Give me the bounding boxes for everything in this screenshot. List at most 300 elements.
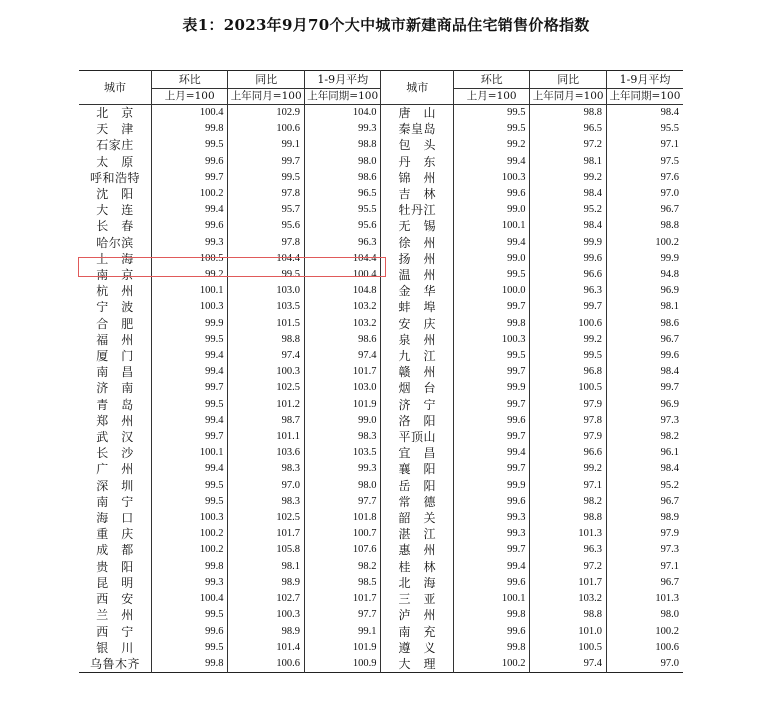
table-row [79, 607, 683, 623]
city-cell-right: 烟 台 [381, 380, 453, 396]
mom-cell-left: 100.1 [151, 283, 228, 299]
city-cell-left: 南 昌 [96, 365, 134, 380]
city-cell-left: 重 庆 [96, 527, 134, 542]
table-row [79, 235, 683, 251]
mom-cell-left: 99.5 [151, 640, 228, 656]
table-row [79, 121, 683, 137]
city-cell-right: 丹 东 [381, 154, 453, 170]
city-cell-left: 天 津 [96, 122, 134, 137]
city-cell-left: 西 宁 [96, 624, 134, 639]
mom-cell-left: 100.5 [151, 251, 228, 267]
ytd-header-right: 1-9月平均 [606, 71, 683, 89]
mom-cell-right: 99.6 [453, 494, 530, 510]
city-cell-left: 济 南 [96, 381, 134, 396]
city-cell-right: 襄 阳 [381, 461, 453, 477]
yoy-cell-left: 102.5 [228, 380, 305, 396]
mom-cell-right: 100.1 [453, 218, 530, 234]
yoy-cell-left: 98.7 [228, 413, 305, 429]
yoy-cell-right: 96.3 [530, 283, 607, 299]
mom-cell-left: 99.7 [151, 170, 228, 186]
mom-cell-right: 99.7 [453, 461, 530, 477]
mom-cell-right: 100.3 [453, 332, 530, 348]
mom-cell-right: 99.7 [453, 542, 530, 558]
city-cell-left: 沈 阳 [96, 187, 134, 202]
yoy-cell-left: 103.5 [228, 299, 305, 315]
yoy-cell-right: 97.2 [530, 559, 607, 575]
table-row [79, 542, 683, 558]
table-row [79, 656, 683, 673]
city-cell-left: 西 安 [96, 592, 134, 607]
mom-cell-left: 99.2 [151, 267, 228, 283]
ytd-cell-right: 99.7 [606, 380, 683, 396]
ytd-cell-right: 100.2 [606, 235, 683, 251]
city-cell-left: 呼和浩特 [89, 170, 140, 185]
mom-cell-right: 99.5 [453, 267, 530, 283]
city-cell-left: 青 岛 [96, 397, 134, 412]
ytd-cell-left: 103.5 [304, 445, 381, 461]
city-cell-right: 九 江 [381, 348, 453, 364]
city-cell-left: 贵 阳 [96, 559, 134, 574]
yoy-cell-right: 101.0 [530, 624, 607, 640]
yoy-cell-right: 96.3 [530, 542, 607, 558]
city-cell-left: 银 川 [96, 640, 134, 655]
ytd-cell-right: 97.1 [606, 559, 683, 575]
mom-header-right: 环比 [453, 71, 530, 89]
yoy-cell-right: 98.4 [530, 218, 607, 234]
yoy-cell-left: 101.5 [228, 316, 305, 332]
city-cell-left: 乌鲁木齐 [89, 656, 140, 671]
city-cell-left: 哈尔滨 [96, 235, 134, 250]
mom-cell-right: 99.3 [453, 510, 530, 526]
mom-cell-left: 100.4 [151, 591, 228, 607]
ytd-cell-right: 97.6 [606, 170, 683, 186]
table-row [79, 526, 683, 542]
yoy-cell-left: 102.9 [228, 105, 305, 122]
table-row [79, 429, 683, 445]
yoy-cell-left: 103.0 [228, 283, 305, 299]
mom-cell-right: 99.8 [453, 316, 530, 332]
mom-cell-left: 99.6 [151, 154, 228, 170]
mom-cell-left: 100.1 [151, 445, 228, 461]
yoy-cell-left: 98.9 [228, 575, 305, 591]
mom-cell-left: 99.8 [151, 121, 228, 137]
ytd-cell-left: 98.5 [304, 575, 381, 591]
ytd-cell-right: 98.4 [606, 461, 683, 477]
city-cell-right: 牡丹江 [381, 202, 453, 218]
mom-cell-right: 99.6 [453, 186, 530, 202]
ytd-cell-right: 98.2 [606, 429, 683, 445]
mom-cell-right: 99.3 [453, 526, 530, 542]
ytd-subheader-right: 上年同期=100 [606, 89, 683, 105]
mom-cell-left: 99.3 [151, 575, 228, 591]
city-cell-right: 赣 州 [381, 364, 453, 380]
city-cell-right: 吉 林 [381, 186, 453, 202]
mom-cell-left: 99.5 [151, 137, 228, 153]
yoy-cell-right: 99.6 [530, 251, 607, 267]
yoy-cell-left: 103.6 [228, 445, 305, 461]
ytd-cell-left: 101.9 [304, 640, 381, 656]
ytd-cell-left: 98.6 [304, 332, 381, 348]
price-index-table [79, 70, 683, 673]
city-cell-left: 厦 门 [96, 349, 134, 364]
city-cell-right: 洛 阳 [381, 413, 453, 429]
mom-cell-right: 99.9 [453, 478, 530, 494]
yoy-cell-right: 98.8 [530, 105, 607, 122]
mom-cell-left: 99.4 [151, 202, 228, 218]
yoy-cell-left: 105.8 [228, 542, 305, 558]
city-cell-left: 昆 明 [96, 575, 134, 590]
city-cell-right: 北 海 [381, 575, 453, 591]
yoy-cell-right: 98.2 [530, 494, 607, 510]
mom-cell-right: 99.5 [453, 348, 530, 364]
ytd-cell-left: 98.8 [304, 137, 381, 153]
city-cell-right: 湛 江 [381, 526, 453, 542]
ytd-cell-right: 100.2 [606, 624, 683, 640]
table-row [79, 267, 683, 283]
yoy-cell-right: 96.6 [530, 445, 607, 461]
city-cell-left: 长 沙 [96, 446, 134, 461]
mom-cell-left: 99.9 [151, 316, 228, 332]
ytd-cell-left: 103.2 [304, 299, 381, 315]
table-row [79, 283, 683, 299]
ytd-cell-right: 96.1 [606, 445, 683, 461]
yoy-cell-left: 95.6 [228, 218, 305, 234]
table-row [79, 591, 683, 607]
city-cell-right: 扬 州 [381, 251, 453, 267]
yoy-cell-right: 97.2 [530, 137, 607, 153]
yoy-cell-right: 96.5 [530, 121, 607, 137]
mom-cell-left: 99.5 [151, 607, 228, 623]
city-cell-right: 岳 阳 [381, 478, 453, 494]
yoy-cell-left: 100.6 [228, 121, 305, 137]
yoy-cell-right: 100.5 [530, 380, 607, 396]
mom-cell-left: 99.7 [151, 380, 228, 396]
ytd-cell-right: 97.5 [606, 154, 683, 170]
yoy-cell-right: 99.2 [530, 461, 607, 477]
yoy-cell-left: 99.1 [228, 137, 305, 153]
city-cell-right: 三 亚 [381, 591, 453, 607]
mom-cell-left: 99.5 [151, 397, 228, 413]
mom-cell-left: 99.7 [151, 429, 228, 445]
yoy-cell-right: 97.9 [530, 429, 607, 445]
city-cell-right: 平顶山 [381, 429, 453, 445]
ytd-cell-left: 98.2 [304, 559, 381, 575]
mom-cell-left: 99.6 [151, 218, 228, 234]
yoy-cell-right: 98.8 [530, 510, 607, 526]
ytd-cell-right: 98.4 [606, 364, 683, 380]
city-cell-left: 长 春 [96, 219, 134, 234]
mom-cell-right: 100.1 [453, 591, 530, 607]
city-cell-left: 兰 州 [96, 608, 134, 623]
yoy-cell-right: 98.8 [530, 607, 607, 623]
ytd-cell-right: 100.6 [606, 640, 683, 656]
ytd-cell-right: 96.9 [606, 283, 683, 299]
city-cell-right: 韶 关 [381, 510, 453, 526]
ytd-cell-right: 97.0 [606, 186, 683, 202]
yoy-cell-right: 99.2 [530, 332, 607, 348]
ytd-cell-left: 103.2 [304, 316, 381, 332]
table-row [79, 105, 683, 122]
price-index-table-container [79, 70, 683, 673]
ytd-cell-right: 95.5 [606, 121, 683, 137]
ytd-cell-left: 101.7 [304, 364, 381, 380]
city-cell-right: 南 充 [381, 624, 453, 640]
table-row [79, 510, 683, 526]
yoy-cell-left: 99.5 [228, 267, 305, 283]
yoy-subheader-right: 上年同月=100 [530, 89, 607, 105]
city-cell-left: 南 京 [96, 268, 134, 283]
ytd-cell-left: 99.3 [304, 461, 381, 477]
yoy-cell-right: 97.9 [530, 397, 607, 413]
yoy-cell-left: 101.1 [228, 429, 305, 445]
city-cell-left: 南 宁 [96, 494, 134, 509]
yoy-cell-left: 100.6 [228, 656, 305, 673]
ytd-cell-right: 96.7 [606, 202, 683, 218]
yoy-cell-right: 97.8 [530, 413, 607, 429]
yoy-cell-right: 96.8 [530, 364, 607, 380]
yoy-cell-left: 95.7 [228, 202, 305, 218]
city-cell-left: 福 州 [96, 332, 134, 347]
city-cell-left: 宁 波 [96, 300, 134, 315]
mom-cell-left: 100.2 [151, 186, 228, 202]
table-row [79, 154, 683, 170]
yoy-header-left: 同比 [228, 71, 305, 89]
mom-cell-right: 99.4 [453, 235, 530, 251]
ytd-cell-right: 98.8 [606, 218, 683, 234]
yoy-cell-left: 97.4 [228, 348, 305, 364]
ytd-cell-left: 101.9 [304, 397, 381, 413]
yoy-cell-right: 100.5 [530, 640, 607, 656]
yoy-cell-left: 98.3 [228, 494, 305, 510]
table-row [79, 397, 683, 413]
table-row [79, 380, 683, 396]
mom-subheader-left: 上月=100 [151, 89, 228, 105]
mom-cell-right: 100.0 [453, 283, 530, 299]
yoy-cell-left: 99.5 [228, 170, 305, 186]
city-cell-right: 宜 昌 [381, 445, 453, 461]
city-cell-right: 温 州 [381, 267, 453, 283]
ytd-cell-left: 98.0 [304, 478, 381, 494]
ytd-cell-right: 97.0 [606, 656, 683, 673]
table-row [79, 316, 683, 332]
mom-cell-right: 99.4 [453, 445, 530, 461]
yoy-cell-left: 98.3 [228, 461, 305, 477]
ytd-cell-right: 96.9 [606, 397, 683, 413]
ytd-cell-right: 98.1 [606, 299, 683, 315]
ytd-cell-right: 97.3 [606, 542, 683, 558]
mom-cell-right: 99.6 [453, 624, 530, 640]
mom-cell-left: 100.3 [151, 510, 228, 526]
ytd-cell-left: 98.6 [304, 170, 381, 186]
city-cell-right: 安 庆 [381, 316, 453, 332]
yoy-cell-right: 97.1 [530, 478, 607, 494]
city-cell-right: 大 理 [381, 656, 453, 673]
city-header-right: 城市 [381, 71, 453, 105]
ytd-cell-left: 97.4 [304, 348, 381, 364]
yoy-cell-right: 99.7 [530, 299, 607, 315]
ytd-cell-left: 104.4 [304, 251, 381, 267]
table-row [79, 445, 683, 461]
city-cell-left: 杭 州 [96, 284, 134, 299]
yoy-cell-right: 103.2 [530, 591, 607, 607]
mom-cell-right: 100.2 [453, 656, 530, 673]
ytd-cell-left: 95.5 [304, 202, 381, 218]
yoy-cell-left: 98.8 [228, 332, 305, 348]
mom-cell-left: 100.2 [151, 542, 228, 558]
mom-cell-left: 100.2 [151, 526, 228, 542]
ytd-cell-left: 98.0 [304, 154, 381, 170]
mom-cell-right: 99.2 [453, 137, 530, 153]
yoy-cell-left: 101.7 [228, 526, 305, 542]
mom-cell-right: 99.6 [453, 575, 530, 591]
ytd-cell-right: 96.7 [606, 575, 683, 591]
table-header [79, 71, 683, 105]
mom-cell-left: 99.4 [151, 461, 228, 477]
yoy-cell-left: 98.1 [228, 559, 305, 575]
city-cell-left: 北 京 [96, 106, 134, 120]
ytd-cell-right: 98.4 [606, 105, 683, 122]
city-cell-right: 无 锡 [381, 218, 453, 234]
mom-subheader-right: 上月=100 [453, 89, 530, 105]
mom-cell-right: 99.0 [453, 202, 530, 218]
table-row [79, 559, 683, 575]
ytd-cell-left: 98.3 [304, 429, 381, 445]
mom-cell-right: 99.7 [453, 364, 530, 380]
mom-cell-right: 99.8 [453, 640, 530, 656]
city-cell-right: 泸 州 [381, 607, 453, 623]
yoy-subheader-left: 上年同月=100 [228, 89, 305, 105]
ytd-cell-left: 101.7 [304, 591, 381, 607]
yoy-header-right: 同比 [530, 71, 607, 89]
ytd-cell-right: 95.2 [606, 478, 683, 494]
city-cell-right: 泉 州 [381, 332, 453, 348]
table-row [79, 332, 683, 348]
yoy-cell-right: 99.2 [530, 170, 607, 186]
yoy-cell-left: 101.2 [228, 397, 305, 413]
city-cell-left: 海 口 [96, 511, 134, 526]
yoy-cell-right: 96.6 [530, 267, 607, 283]
yoy-cell-left: 99.7 [228, 154, 305, 170]
mom-cell-right: 99.0 [453, 251, 530, 267]
table-row [79, 478, 683, 494]
city-cell-left: 广 州 [96, 462, 134, 477]
ytd-cell-right: 97.1 [606, 137, 683, 153]
ytd-cell-right: 101.3 [606, 591, 683, 607]
mom-cell-right: 100.3 [453, 170, 530, 186]
mom-cell-right: 99.5 [453, 105, 530, 122]
ytd-cell-right: 96.7 [606, 494, 683, 510]
city-cell-right: 包 头 [381, 137, 453, 153]
city-cell-right: 惠 州 [381, 542, 453, 558]
ytd-cell-left: 99.3 [304, 121, 381, 137]
mom-cell-left: 99.3 [151, 235, 228, 251]
table-row [79, 461, 683, 477]
mom-cell-left: 99.4 [151, 364, 228, 380]
ytd-cell-right: 98.9 [606, 510, 683, 526]
mom-cell-right: 99.4 [453, 559, 530, 575]
yoy-cell-right: 99.9 [530, 235, 607, 251]
city-cell-right: 秦皇岛 [381, 121, 453, 137]
ytd-cell-left: 97.7 [304, 494, 381, 510]
yoy-cell-left: 100.3 [228, 364, 305, 380]
ytd-cell-left: 103.0 [304, 380, 381, 396]
table-row [79, 186, 683, 202]
ytd-cell-right: 94.8 [606, 267, 683, 283]
ytd-cell-right: 98.6 [606, 316, 683, 332]
yoy-cell-right: 101.3 [530, 526, 607, 542]
ytd-cell-right: 98.0 [606, 607, 683, 623]
yoy-cell-right: 95.2 [530, 202, 607, 218]
ytd-cell-left: 101.8 [304, 510, 381, 526]
table-row [79, 640, 683, 656]
yoy-cell-right: 98.4 [530, 186, 607, 202]
yoy-cell-left: 102.5 [228, 510, 305, 526]
city-cell-left: 石家庄 [96, 138, 134, 153]
yoy-cell-right: 97.4 [530, 656, 607, 673]
yoy-cell-left: 97.0 [228, 478, 305, 494]
city-cell-left: 成 都 [96, 543, 134, 558]
ytd-cell-left: 99.1 [304, 624, 381, 640]
city-cell-left: 武 汉 [96, 430, 134, 445]
city-cell-right: 常 德 [381, 494, 453, 510]
ytd-cell-right: 96.7 [606, 332, 683, 348]
city-cell-left: 太 原 [96, 154, 134, 169]
ytd-cell-left: 107.6 [304, 542, 381, 558]
mom-cell-left: 99.8 [151, 656, 228, 673]
table-row [79, 624, 683, 640]
mom-cell-left: 99.8 [151, 559, 228, 575]
city-cell-left: 上 海 [96, 251, 134, 266]
mom-cell-left: 99.6 [151, 624, 228, 640]
mom-cell-right: 99.7 [453, 299, 530, 315]
ytd-cell-left: 100.7 [304, 526, 381, 542]
city-cell-right: 唐 山 [381, 105, 453, 122]
yoy-cell-right: 101.7 [530, 575, 607, 591]
yoy-cell-right: 98.1 [530, 154, 607, 170]
table-row [79, 494, 683, 510]
mom-cell-left: 100.3 [151, 299, 228, 315]
city-cell-right: 桂 林 [381, 559, 453, 575]
mom-cell-right: 99.8 [453, 607, 530, 623]
mom-cell-right: 99.7 [453, 429, 530, 445]
mom-cell-left: 99.4 [151, 413, 228, 429]
mom-cell-left: 99.5 [151, 332, 228, 348]
table-row [79, 413, 683, 429]
mom-cell-left: 99.4 [151, 348, 228, 364]
ytd-header-left: 1-9月平均 [304, 71, 381, 89]
yoy-cell-left: 98.9 [228, 624, 305, 640]
yoy-cell-left: 97.8 [228, 186, 305, 202]
mom-cell-right: 99.5 [453, 121, 530, 137]
mom-header-left: 环比 [151, 71, 228, 89]
table-row [79, 170, 683, 186]
city-cell-right: 金 华 [381, 283, 453, 299]
ytd-cell-right: 97.9 [606, 526, 683, 542]
table-row [79, 348, 683, 364]
ytd-cell-left: 96.5 [304, 186, 381, 202]
table-row [79, 202, 683, 218]
ytd-cell-right: 99.6 [606, 348, 683, 364]
city-cell-right: 锦 州 [381, 170, 453, 186]
mom-cell-right: 99.6 [453, 413, 530, 429]
table-row [79, 251, 683, 267]
city-cell-left: 大 连 [96, 203, 134, 218]
ytd-cell-right: 99.9 [606, 251, 683, 267]
mom-cell-left: 100.4 [151, 105, 228, 122]
yoy-cell-left: 104.4 [228, 251, 305, 267]
ytd-cell-left: 99.0 [304, 413, 381, 429]
table-row [79, 364, 683, 380]
